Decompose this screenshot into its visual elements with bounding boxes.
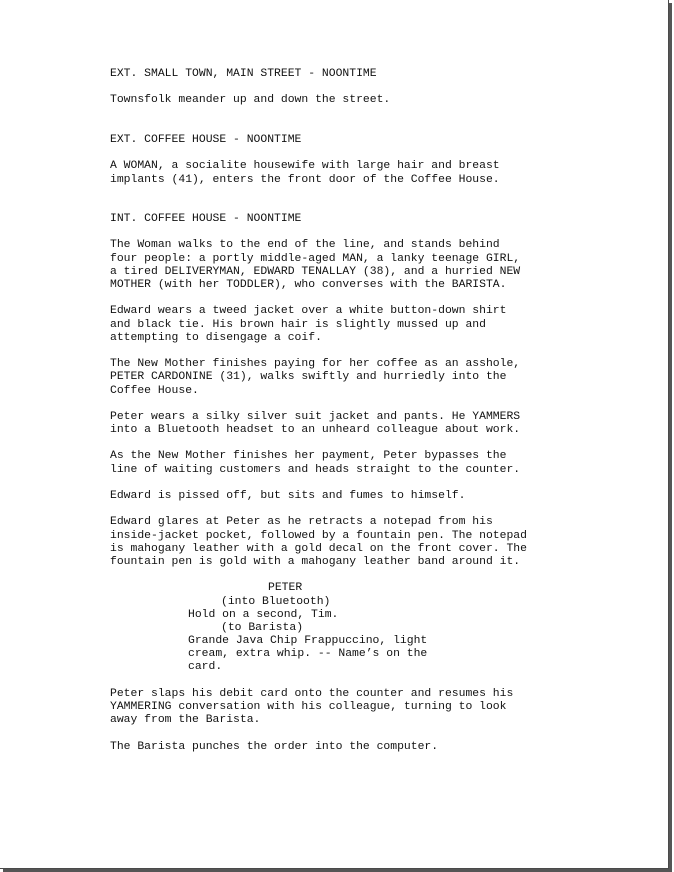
parenthetical: (into Bluetooth) <box>221 595 331 608</box>
scene-heading: INT. COFFEE HOUSE - NOONTIME <box>110 213 302 226</box>
action-line: Coffee House. <box>110 384 199 397</box>
dialogue-line: Grande Java Chip Frappuccino, light <box>188 635 428 648</box>
character-name: PETER <box>268 582 303 595</box>
action-line: Edward wears a tweed jacket over a white button-down shirt <box>110 305 507 318</box>
scene-heading: EXT. SMALL TOWN, MAIN STREET - NOONTIME <box>110 68 377 80</box>
action-line: Peter slaps his debit card onto the counter and resumes his <box>110 687 514 700</box>
action-line: As the New Mother finishes her payment, Peter bypasses the <box>110 450 507 463</box>
action-line: The Woman walks to the end of the line, and stands behind <box>110 239 500 252</box>
action-line: Peter wears a silky silver suit jacket and pants. He YAMMERS <box>110 410 521 423</box>
action-line: A WOMAN, a socialite housewife with large hair and breast <box>110 160 500 173</box>
action-line: The New Mother finishes paying for her coffee as an asshole, <box>110 358 521 371</box>
action-line: attempting to disengage a coif. <box>110 331 322 344</box>
scene-heading: EXT. COFFEE HOUSE - NOONTIME <box>110 133 302 146</box>
action-line: away from the Barista. <box>110 714 261 727</box>
dialogue-line: card. <box>188 661 223 674</box>
action-line: fountain pen is gold with a mahogany leather band around it. <box>110 555 521 568</box>
parenthetical: (to Barista) <box>221 621 304 634</box>
action-line: YAMMERING conversation with his colleague, turning to look <box>110 701 507 714</box>
action-line: Townsfolk meander up and down the street. <box>110 94 391 107</box>
action-line: inside-jacket pocket, followed by a fountain pen. The notepad <box>110 529 527 542</box>
action-line: MOTHER (with her TODDLER), who converses with the BARISTA. <box>110 279 507 292</box>
action-line: a tired DELIVERYMAN, EDWARD TENALLAY (38), and a hurried NEW <box>110 265 521 278</box>
action-line: four people: a portly middle-aged MAN, a lanky teenage GIRL, <box>110 252 521 265</box>
screenplay-body <box>110 68 610 754</box>
dialogue-line: Hold on a second, Tim. <box>188 608 339 621</box>
dialogue-line: cream, extra whip. -- Name’s on the <box>188 648 428 661</box>
action-line: line of waiting customers and heads straight to the counter. <box>110 463 521 476</box>
action-line: PETER CARDONINE (31), walks swiftly and hurriedly into the <box>110 371 507 384</box>
action-line: into a Bluetooth headset to an unheard colleague about work. <box>110 424 521 437</box>
action-line: Edward is pissed off, but sits and fumes to himself. <box>110 490 466 503</box>
action-line: The Barista punches the order into the computer. <box>110 740 439 753</box>
action-line: Edward glares at Peter as he retracts a notepad from his <box>110 516 493 529</box>
action-line: implants (41), enters the front door of the Coffee House. <box>110 173 500 186</box>
action-line: and black tie. His brown hair is slightly mussed up and <box>110 318 486 331</box>
action-line: is mahogany leather with a gold decal on the front cover. The <box>110 542 527 555</box>
